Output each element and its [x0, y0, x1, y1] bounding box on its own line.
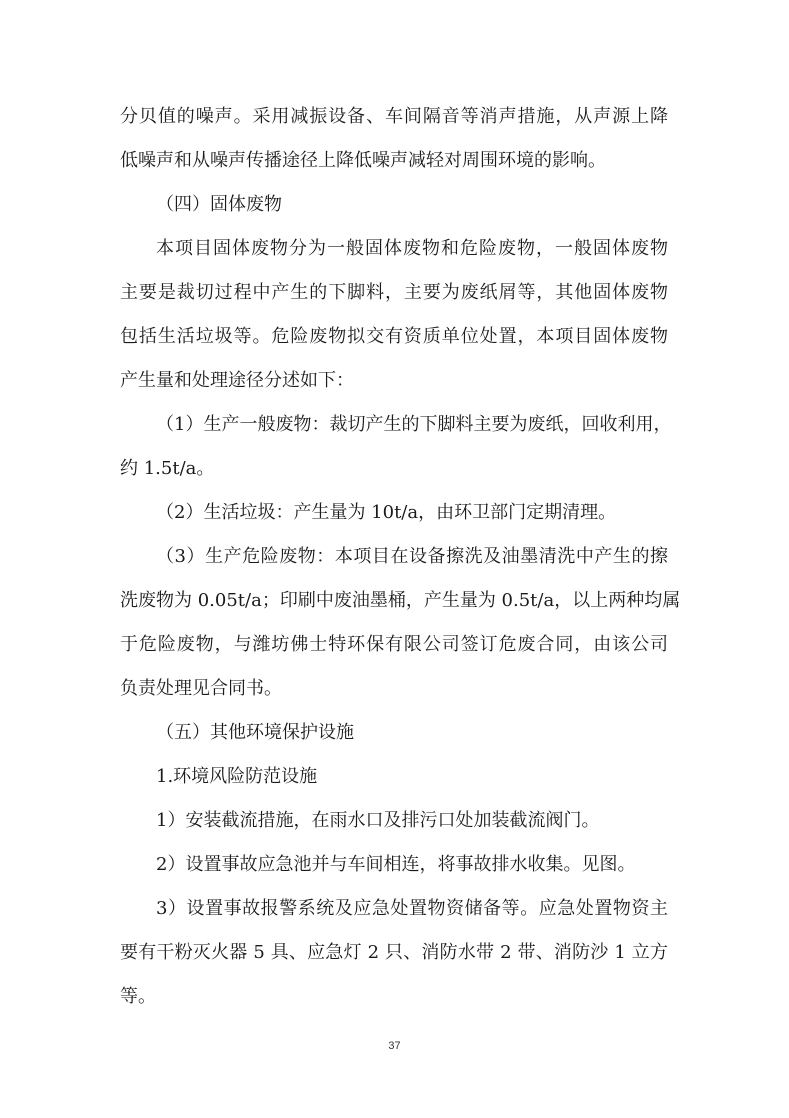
text-line: 主要是裁切过程中产生的下脚料，主要为废纸屑等，其他固体废物: [120, 282, 668, 303]
text-line: 1）安装截流措施，在雨水口及排污口处加装截流阀门。: [156, 810, 600, 831]
section-heading: （四）固体废物: [156, 194, 282, 215]
text-line: （3）生产危险废物：本项目在设备擦洗及油墨清洗中产生的擦: [156, 546, 668, 567]
page-number: 37: [388, 1040, 401, 1052]
text-line: 等。: [120, 986, 156, 1007]
text-line: （1）生产一般废物：裁切产生的下脚料主要为废纸，回收利用，: [156, 414, 672, 435]
text-line: 低噪声和从噪声传播途径上降低噪声减轻对周围环境的影响。: [120, 150, 606, 171]
section-heading: （五）其他环境保护设施: [156, 722, 354, 743]
subsection-heading: 1.环境风险防范设施: [156, 766, 318, 787]
text-line: 产生量和处理途径分述如下：: [120, 370, 354, 391]
text-line: 分贝值的噪声。采用减振设备、车间隔音等消声措施，从声源上降: [120, 106, 668, 127]
text-line: 洗废物为 0.05t/a；印刷中废油墨桶，产生量为 0.5t/a，以上两种均属: [120, 590, 681, 611]
text-line: （2）生活垃圾：产生量为 10t/a，由环卫部门定期清理。: [156, 502, 617, 523]
text-line: 于危险废物，与潍坊佛士特环保有限公司签订危废合同，由该公司: [120, 634, 668, 655]
text-line: 负责处理见合同书。: [120, 678, 282, 699]
text-line: 本项目固体废物分为一般固体废物和危险废物，一般固体废物: [156, 238, 668, 259]
text-line: 要有干粉灭火器 5 具、应急灯 2 只、消防水带 2 带、消防沙 1 立方: [120, 942, 668, 963]
text-line: 2）设置事故应急池并与车间相连，将事故排水收集。见图。: [156, 854, 636, 875]
text-line: 包括生活垃圾等。危险废物拟交有资质单位处置，本项目固体废物: [120, 326, 668, 347]
text-line: 3）设置事故报警系统及应急处置物资储备等。应急处置物资主: [156, 898, 668, 919]
text-line: 约 1.5t/a。: [120, 458, 215, 479]
